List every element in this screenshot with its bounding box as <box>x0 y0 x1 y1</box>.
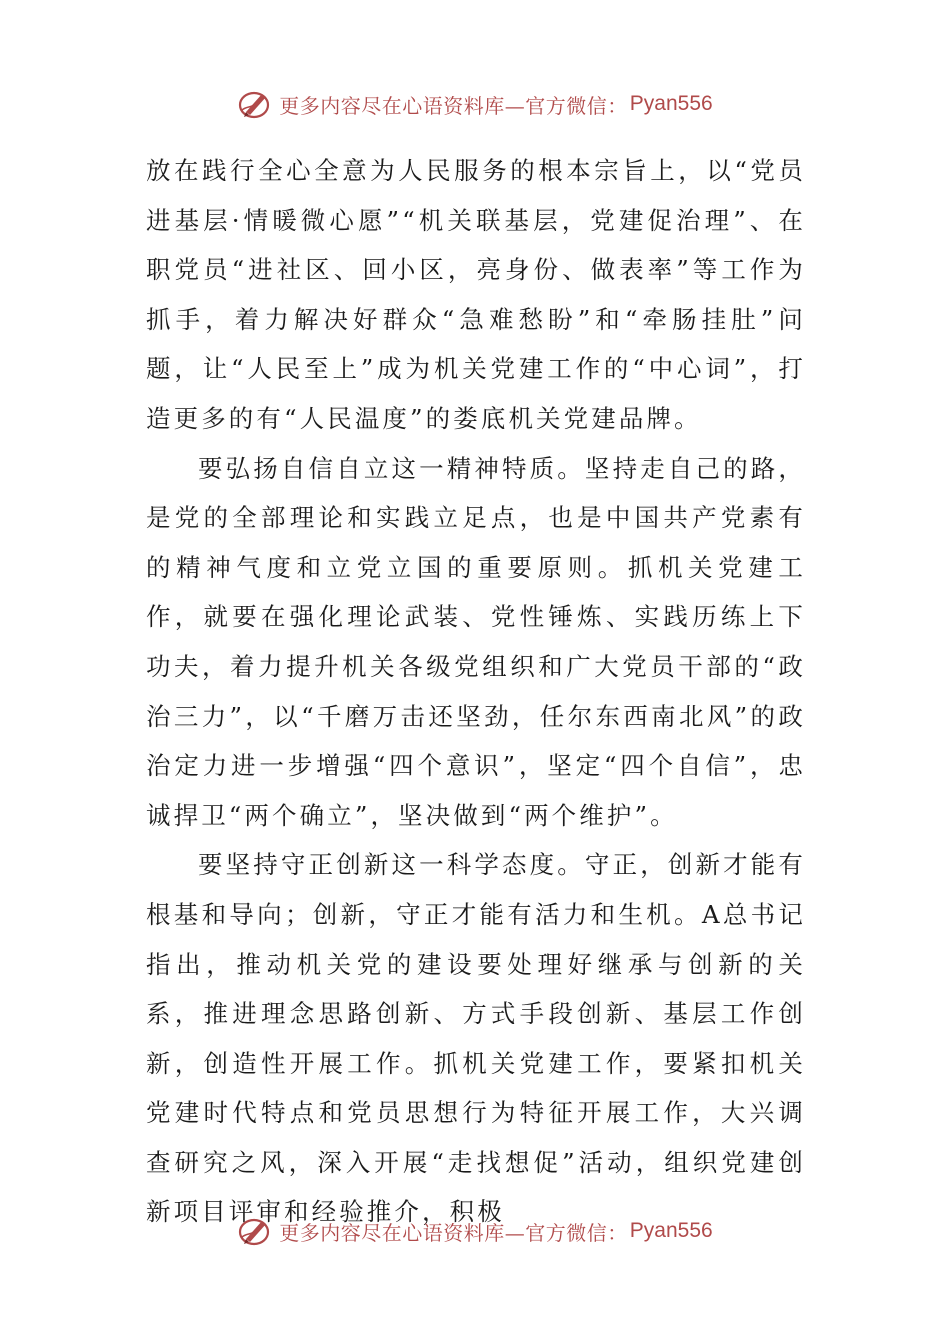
header-banner <box>0 84 950 124</box>
pen-logo-icon <box>237 86 273 122</box>
paragraph-3: 要坚持守正创新这一科学态度。守正，创新才能有根基和导向；创新，守正才能有活力和生机。A总书记指出，推动机关党的建设要处理好继承与创新的关系，推进理念思路创新、方式手段创新、基层工作创新，创造性开展工作。抓机关党建工作，要紧扣机关党建时代特点和党员思想行为特征开展工作，大兴调查研究之风，深入开展“走找想促”活动，组织党建创新项目评审和经验推介，积极 <box>146 850 806 1227</box>
document-body <box>146 146 806 1237</box>
banner-text: 更多内容尽在心语资料库—官方微信： <box>279 1220 628 1245</box>
banner-brand: Pyan556 <box>629 1219 713 1242</box>
paragraph-1: 放在践行全心全意为人民服务的根本宗旨上，以“党员进基层·情暖微心愿”“机关联基层，党建促治理”、在职党员“进社区、回小区，亮身份、做表率”等工作为抓手，着力解决好群众“急难愁盼”和“牵肠挂肚”问题，让“人民至上”成为机关党建工作的“中心词”，打造更多的有“人民温度”的娄底机关党建品牌。 <box>146 156 806 433</box>
banner-text: 更多内容尽在心语资料库—官方微信： <box>279 93 628 118</box>
paragraph-2: 要弘扬自信自立这一精神特质。坚持走自己的路，是党的全部理论和实践立足点，也是中国共产党素有的精神气度和立党立国的重要原则。抓机关党建工作，就要在强化理论武装、党性锤炼、实践历练上下功夫，着力提升机关各级党组织和广大党员干部的“政治三力”，以“千磨万击还坚劲，任尔东西南北风”的政治定力进一步增强“四个意识”，坚定“四个自信”，忠诚捍卫“两个确立”，坚决做到“两个维护”。 <box>146 453 806 830</box>
banner-brand: Pyan556 <box>629 92 713 115</box>
footer-banner <box>0 1211 950 1251</box>
pen-logo-icon <box>237 1213 273 1249</box>
